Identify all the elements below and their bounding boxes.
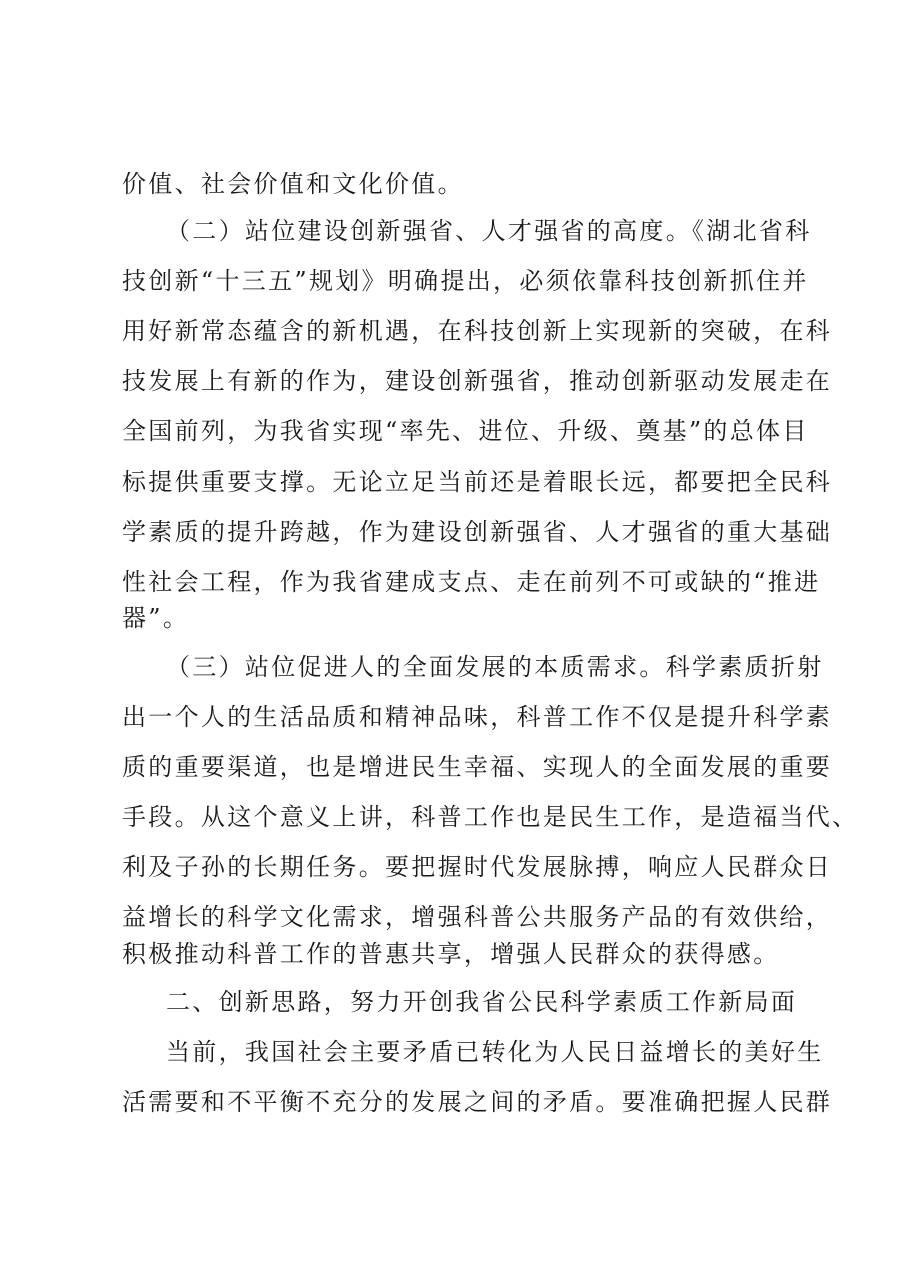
paragraph-line: 性社会工程，作为我省建成支点、走在前列不可或缺的“推进 (122, 568, 821, 596)
paragraph-line: 质的重要渠道，也是增进民生幸福、实现人的全面发展的重要 (122, 753, 833, 781)
paragraph-line: （三）站位促进人的全面发展的本质需求。科学素质折射 (166, 653, 824, 681)
paragraph-line: 益增长的科学文化需求，增强科普公共服务产品的有效供给， (122, 903, 833, 931)
paragraph-line: 用好新常态蕴含的新机遇，在科技创新上实现新的突破，在科 (122, 317, 833, 345)
paragraph-line: 手段。从这个意义上讲，科普工作也是民生工作，是造福当代、 (122, 803, 859, 831)
paragraph-line: 出一个人的生活品质和精神品味，科普工作不仅是提升科学素 (122, 703, 833, 731)
paragraph-line: 学素质的提升跨越，作为建设创新强省、人才强省的重大基础 (122, 518, 833, 546)
section-heading: 二、创新思路，努力开创我省公民科学素质工作新局面 (166, 988, 798, 1016)
paragraph-line: （二）站位建设创新强省、人才强省的高度。《湖北省科 (166, 217, 812, 245)
paragraph-line: 当前，我国社会主要矛盾已转化为人民日益增长的美好生 (166, 1038, 824, 1066)
paragraph-line: 技发展上有新的作为，建设创新强省，推动创新驱动发展走在 (122, 367, 833, 395)
paragraph-line: 价值、社会价值和文化价值。 (122, 170, 464, 198)
paragraph-line: 标提供重要支撑。无论立足当前还是着眼长远，都要把全民科 (122, 468, 833, 496)
paragraph-line: 利及子孙的长期任务。要把握时代发展脉搏，响应人民群众日 (122, 853, 833, 881)
paragraph-line: 活需要和不平衡不充分的发展之间的矛盾。要准确把握人民群 (122, 1088, 833, 1116)
paragraph-line: 全国前列，为我省实现“率先、进位、升级、奠基”的总体目 (122, 417, 809, 445)
paragraph-line: 器”。 (122, 604, 190, 632)
paragraph-line: 技创新“十三五”规划》明确提出，必须依靠科技创新抓住并 (122, 267, 809, 295)
paragraph-line: 积极推动科普工作的普惠共享，增强人民群众的获得感。 (122, 940, 780, 968)
